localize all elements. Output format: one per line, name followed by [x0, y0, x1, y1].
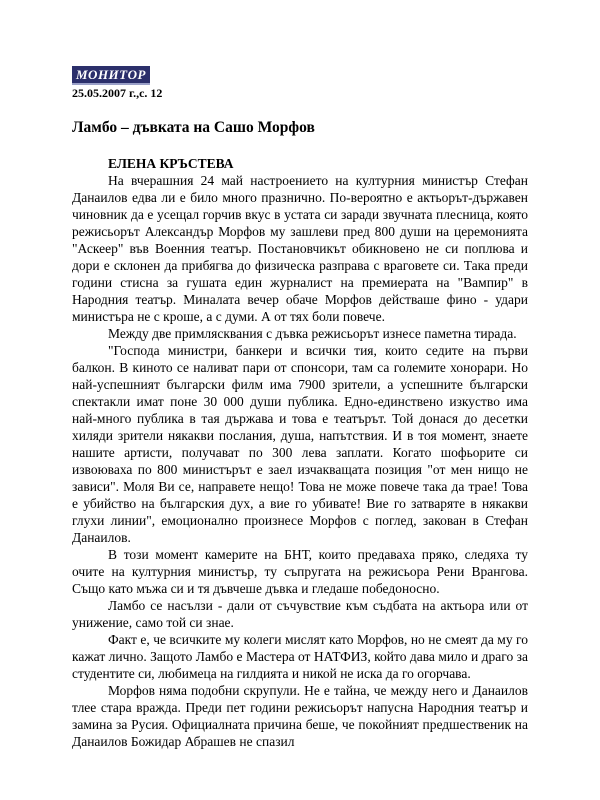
document-page — [72, 66, 528, 750]
paragraph: На вчерашния 24 май настроението на културния министър Стефан Данаилов едва ли е било много празнично. По-вероятно е актьорът-държавен чиновник да е усещал горчив вкус в устата си заради звучната плесница, която режисьорът Александър Морфов му зашлеви пред 800 души на церемонията "Аскеер" във Военния театър. Постановчикът обикновено не си поплюва и дори е склонен да прибягва до физическа разправа с враговете си. Така преди години стисна за гушата един журналист на премиерата на "Вампир" в Народния театър. Миналата вечер обаче Морфов действаше фино - удари министъра не с кроше, а с думи. А от тях боли повече. — [72, 173, 528, 324]
paragraph: "Господа министри, банкери и всички тия, които седите на първи балкон. В киното се наливат пари от спонсори, там са големите хонорари. Но най-успешният български филм има 7900 зрители, а успешните български спектакли имат поне 30 000 души публика. Едно-единствено изкуство има най-много публика в тая държава и това е театърът. Той донася до десетки хиляди зрители някакви послания, душа, напътствия. И в тоя момент, знаете нашите артисти, получават по 300 лева заплати. Когато шофьорите си извоюваха по 800 министърът е заел изчакващата позиция "от мен нищо не зависи". Моля Ви се, направете нещо! Това не може повече така да трае! Това е убийство на българския дух, а вие го убивате! Вие го затваряте в някакви глухи линии", емоционално произнесе Морфов с поглед, закован в Стефан Данаилов. — [72, 343, 528, 545]
paragraph: Ламбо се насълзи - дали от съчувствие към съдбата на актьора или от унижение, само той си знае. — [72, 598, 528, 630]
paragraph: Морфов няма подобни скрупули. Не е тайна, че между него и Данаилов тлее стара вражда. Преди пет години режисьорът напусна Народния театър и замина за Русия. Официалната причина беше, че покойният предшественик на Данаилов Божидар Абрашев не спазил — [72, 683, 528, 749]
paragraph: Между две примлясквания с дъвка режисьорът изнесе паметна тирада. — [108, 326, 517, 341]
paragraph: Факт е, че всичките му колеги мислят като Морфов, но не смеят да му го кажат лично. Защото Ламбо е Мастера от НАТФИЗ, който дава мило и драго за студентите си, любимеца на гилдията и никой не иска да го огорчава. — [72, 632, 528, 681]
article-title: Ламбо – дъвката на Сашо Морфов — [72, 119, 315, 136]
paragraph: В този момент камерите на БНТ, които предаваха пряко, следяха ту очите на културния министър, ту съпругата на режисьора Рени Врангова. Също като мъжа си и тя дъвчеше дъвка и гледаше победоносно. — [72, 547, 528, 596]
article-author: ЕЛЕНА КРЪСТЕВА — [108, 156, 234, 171]
publication-date-page: 25.05.2007 г.,с. 12 — [72, 86, 163, 100]
newspaper-logo: МОНИТОР — [72, 66, 150, 85]
article-body — [72, 172, 528, 750]
